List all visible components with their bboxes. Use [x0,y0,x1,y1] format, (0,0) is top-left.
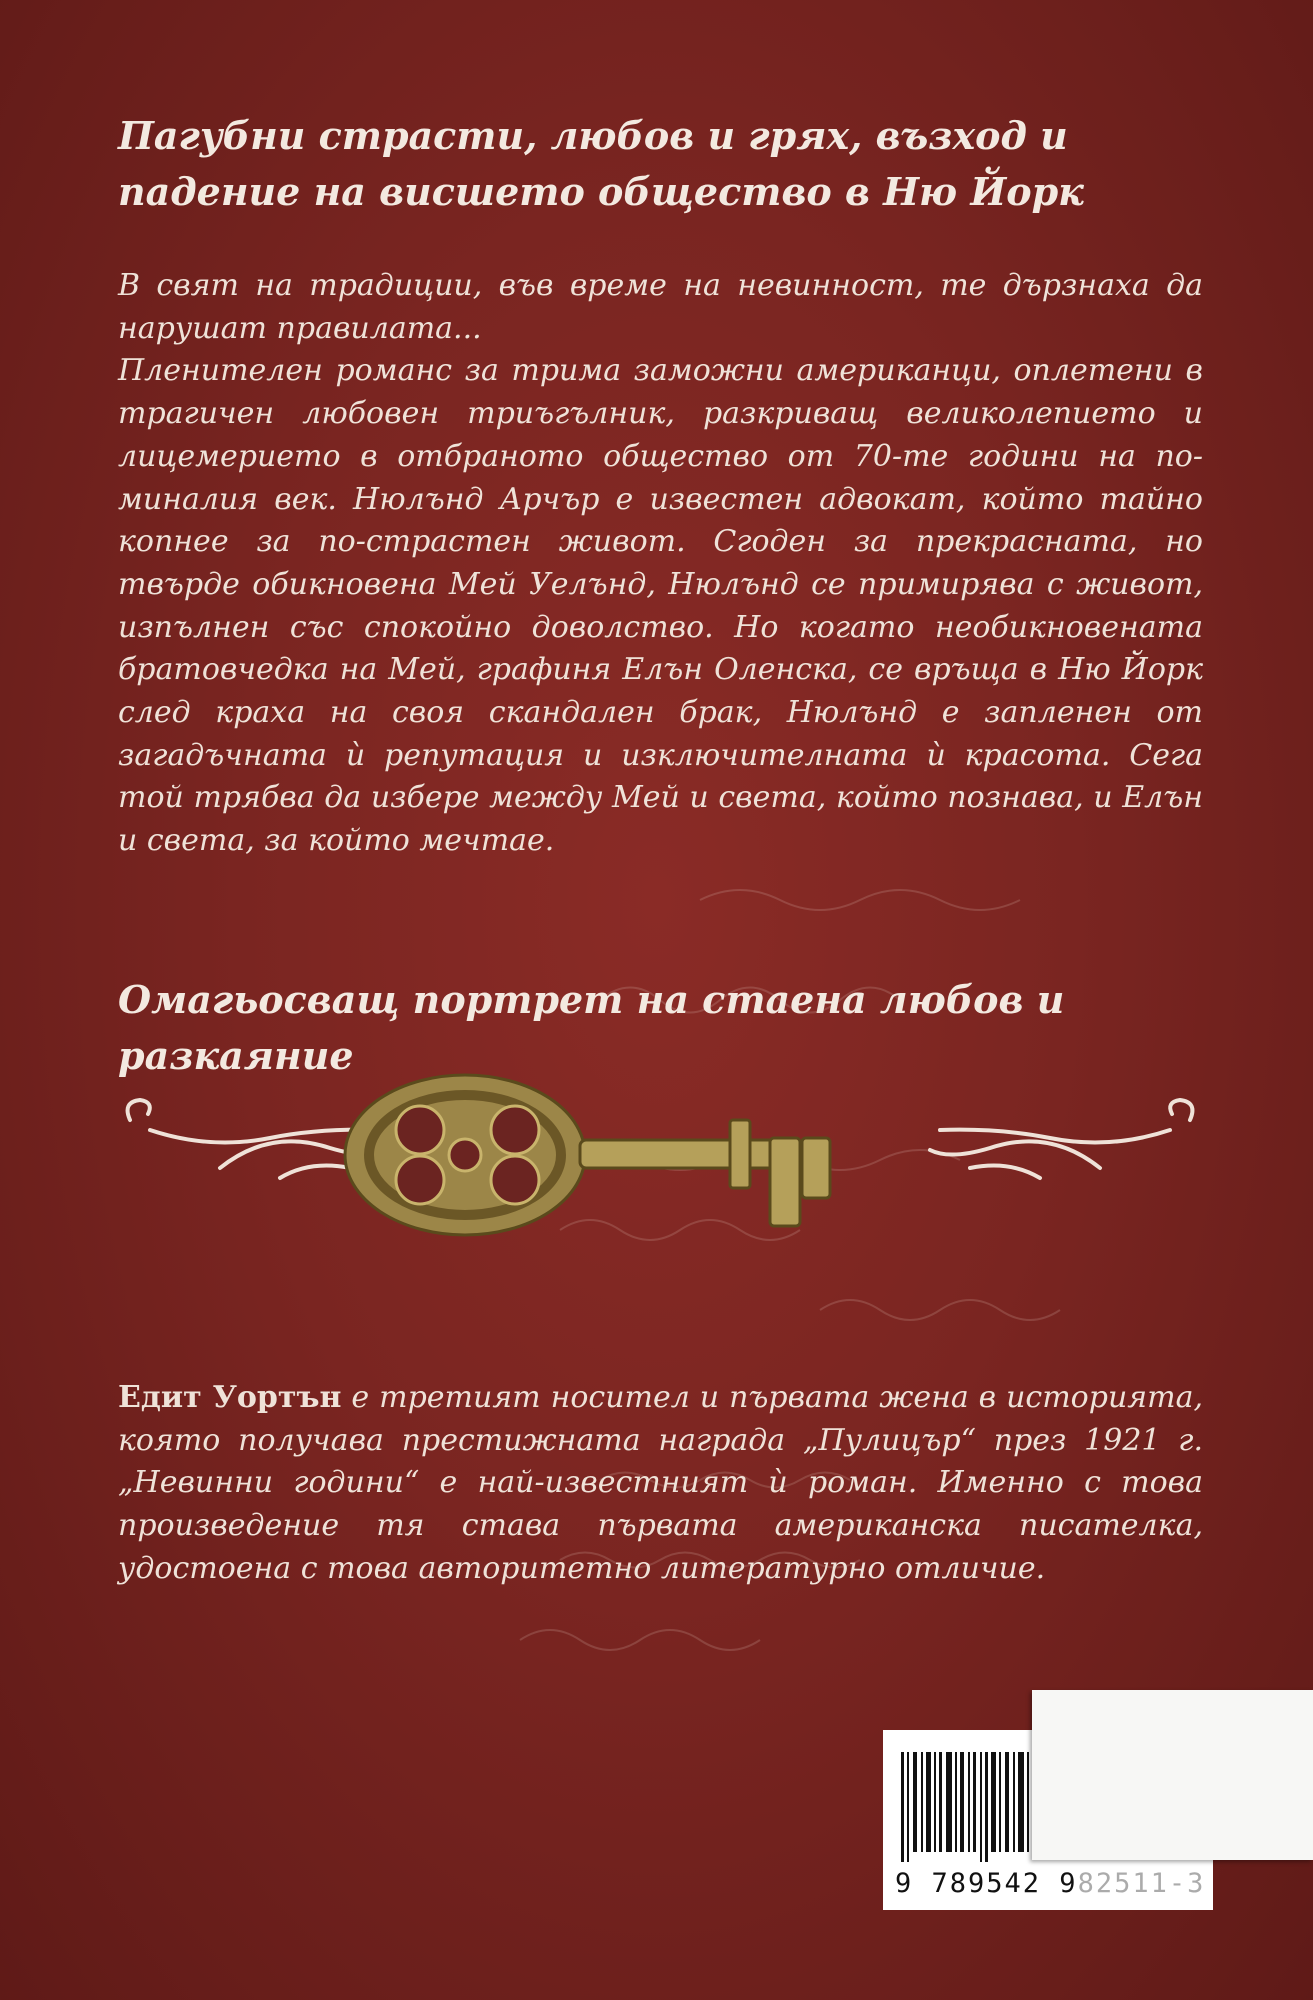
blurb-body: Пленителен романс за трима заможни американци, оплетени в трагичен любовен триъгълник, разкриващ великолепието и лицемерието в отбраното общество от 70-те години на по-миналия век. Нюлънд Арчър е известен адвокат, който тайно копнее за по-страстен живот. Сгоден за прекрасната, но твърде обикновена Мей Уелънд, Нюлънд се примирява с живот, изпълнен със спокойно доволство. Но когато необикновената братовчедка на Мей, графиня Елън Оленска, се връща в Ню Йорк след краха на своя скандален брак, Нюлънд е запленен от загадъчната ѝ репутация и изключителната ѝ красота. Сега той трябва да избере между Мей и света, който познава, и Елън и света, за който мечтае. [118,353,1203,859]
tagline-middle: Омагьосващ портрет на стаена любов и разкаяние [118,977,1065,1078]
key-ornament-icon [120,1060,1200,1240]
isbn-digits-head: 9 789542 9 [895,1868,1078,1899]
key-icon [345,1075,830,1235]
author-bio-text: е третият носител и първата жена в историята, която получава престижната награда „Пулицър“ през 1921 г. „Невинни години“ е най-известният ѝ роман. Именно с това произведение тя става първата американска писателка, удостоена с това авторитетно литературно отличие. [118,1380,1203,1586]
author-name: Едит Уортън [118,1380,342,1415]
tagline-top: Пагубни страсти, любов и грях, възход и падение на висшето общество в Ню Йорк [118,113,1084,214]
blurb-intro: В свят на традиции, във време на невинност, те дързнаха да нарушат правилата... [118,268,1203,346]
isbn-digits-tail: 82511-3 [1077,1868,1206,1899]
blurb [118,265,1203,863]
author-bio [118,1377,1203,1591]
isbn-digits [895,1868,1207,1899]
price-sticker [1032,1690,1313,1860]
